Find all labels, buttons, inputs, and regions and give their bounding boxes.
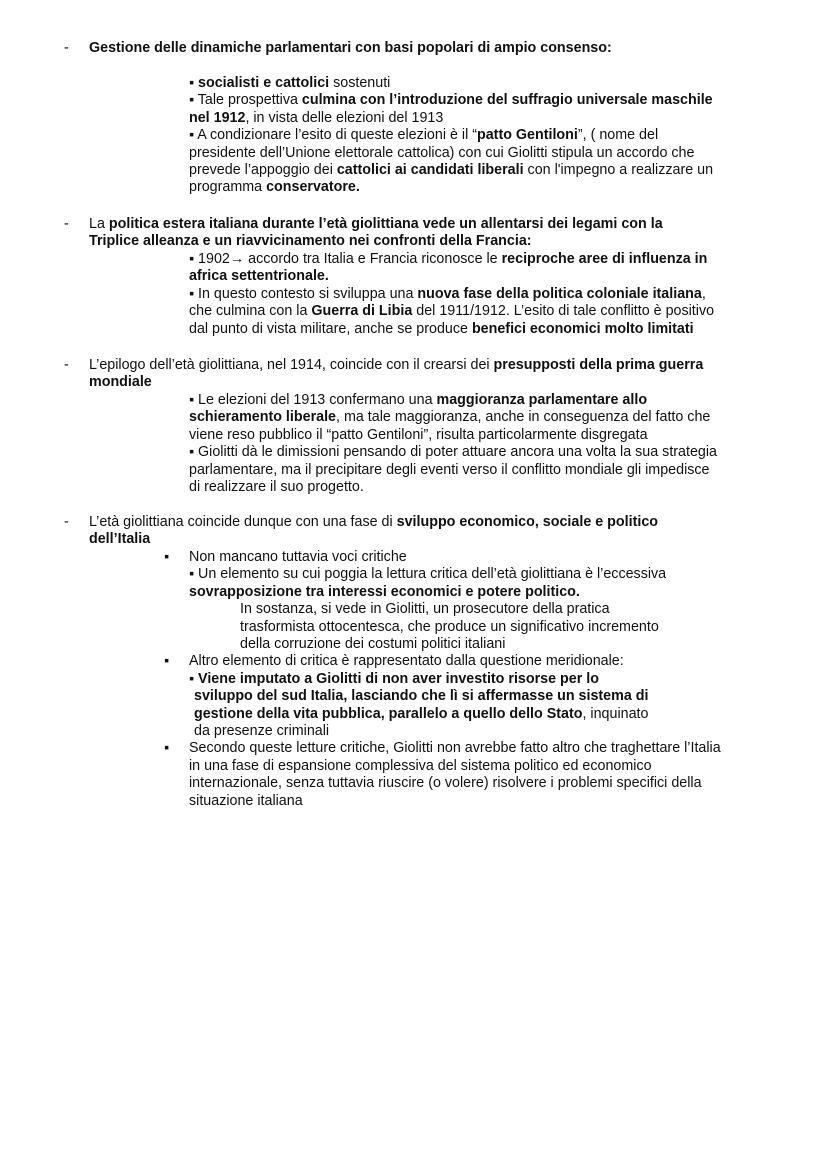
bold-run: benefici economici molto limitati [471,320,694,337]
text-run: L’epilogo dell’età giolittiana, nel 1914, coincide con il crearsi dei [89,357,494,373]
text-run: , ma tale maggioranza, anche in conseguenza del fatto che [336,409,711,426]
text-run: trasformista ottocentesca, che produce un significativo incremento [240,618,659,635]
text-run: con l'impegno a realizzare un [523,162,714,179]
bold-run: africa settentrionale. [189,268,329,285]
text-run: ▪ A condizionare l’esito di queste elezioni è il “ [189,127,477,144]
text-run: ▪ Le elezioni del 1913 confermano una [189,392,437,408]
text-run: ▪ [189,75,199,91]
text-line [189,392,789,409]
text-run: ▪ Tale prospettiva [189,92,302,109]
text-run: dal punto di vista militare, anche se produce [189,320,472,337]
text-run: presidente dell’Unione elettorale cattolica) con cui Giolitti stipula un accordo che [189,144,695,161]
text-line [189,409,789,426]
text-run: Altro elemento di critica è rappresentato dalla questione meridionale: [189,653,624,670]
bold-run: Guerra di Libia [311,303,413,320]
dash-marker: - [64,40,69,56]
bullet-marker: ▪ [164,653,170,669]
text-run: viene reso pubblico il “patto Gentiloni”, risulta particolarmente disgregata [189,426,648,443]
section-body [189,392,789,496]
text-run: da presenze criminali [194,723,330,740]
list-item [189,740,789,757]
bold-run: conservatore. [266,179,360,196]
text-run: ▪ In questo contesto si sviluppa una [189,285,418,302]
text-run: della corruzione dei costumi politici italiani [240,636,506,653]
list-item [189,636,789,653]
text-run: Secondo queste letture critiche, Giolitti non avrebbe fatto altro che traghettare l’Italia [189,740,721,757]
bold-run: politica estera italiana durante l’età giolittiana vede un allentarsi dei legami con la [108,216,663,232]
bold-run: cattolici ai candidati liberali [336,162,524,179]
section-heading [89,357,789,392]
critiche-list [189,549,789,810]
list-item [189,688,789,705]
dash-marker: - [64,514,69,530]
text-line [189,268,789,285]
bold-run: reciproche aree di influenza in [501,251,708,267]
list-item [189,619,789,636]
bold-run: ▪ Viene imputato a Giolitti di non aver investito risorse per lo [189,670,599,687]
bold-run: sviluppo del sud Italia, lasciando che lì si affermasse un sistema di [194,688,649,705]
list-item [189,566,789,583]
bold-run: sviluppo economico, sociale e politico [396,514,658,530]
dash-marker: - [64,357,69,373]
list-item [189,706,789,723]
text-run: ▪ Un elemento su cui poggia la lettura critica dell’età giolittiana è l’eccessiva [189,566,667,583]
section-heading [89,514,789,549]
text-line [189,462,789,479]
text-line [189,444,789,461]
text-line [189,321,789,338]
text-line [189,92,789,109]
text-run: sostenuti [329,75,391,91]
text-run: ▪ 1902→ accordo tra Italia e Francia riconosce le [189,251,502,267]
dash-marker: - [64,216,69,232]
text-run: , in vista delle elezioni del 1913 [245,109,444,126]
text-run: di realizzare il suo progetto. [189,479,364,496]
heading-line [89,233,789,250]
text-line [189,479,789,496]
text-line [189,179,789,196]
text-run: ”, ( nome del [577,127,659,144]
text-line [189,162,789,179]
heading-line [89,374,789,391]
text-run: Non mancano tuttavia voci critiche [189,549,407,565]
list-item [189,601,789,618]
bold-run: nel 1912 [189,109,246,126]
heading-line [89,357,789,374]
bold-run: patto Gentiloni [477,127,578,144]
bold-run: socialisti e cattolici [198,75,330,91]
bullet-marker: ▪ [164,549,170,565]
text-line [189,75,789,92]
text-run: in una fase di espansione complessiva del sistema politico ed economico [189,757,652,774]
text-line [189,110,789,127]
list-item [189,549,789,566]
bold-run: schieramento liberale [189,409,337,426]
text-run: situazione italiana [189,792,303,809]
list-item [189,775,789,792]
heading-line [89,514,789,531]
bold-run: presupposti della prima guerra [493,357,704,373]
bold-run: dell’Italia [89,531,151,548]
text-run: prevede l’appoggio dei [189,162,337,179]
text-line [189,427,789,444]
list-item [189,758,789,775]
text-run: La [89,216,109,232]
text-run: internazionale, senza tuttavia riuscire (o volere) risolvere i problemi specifici della [189,775,702,792]
bold-run: culmina con l’introduzione del suffragio universale maschile [301,92,713,109]
text-line [189,303,789,320]
bold-run: mondiale [89,374,152,391]
text-run: ▪ Giolitti dà le dimissioni pensando di poter attuare ancora una volta la sua strategia [189,444,718,461]
text-line [189,251,789,268]
text-run: L’età giolittiana coincide dunque con una fase di [89,514,397,530]
heading-line [89,216,789,233]
text-line [189,286,789,303]
bold-run: maggioranza parlamentare allo [436,392,648,408]
text-line [189,145,789,162]
section-body [189,251,789,338]
list-item [189,653,789,670]
text-run: del 1911/1912. L’esito di tale conflitto è positivo [412,303,715,320]
text-run: parlamentare, ma il precipitare degli eventi verso il conflitto mondiale gli impedisce [189,461,710,478]
section-body [189,75,789,197]
list-item [189,723,789,740]
bullet-marker: ▪ [164,740,170,756]
heading-line [89,531,789,548]
list-item [189,584,789,601]
bold-run: sovrapposizione tra interessi economici e potere politico. [189,583,580,600]
bold-run: gestione della vita pubblica, parallelo a quello dello Stato [194,705,583,722]
bold-run: Triplice alleanza e un riavvicinamento nei confronti della Francia: [89,233,532,250]
text-run: In sostanza, si vede in Giolitti, un prosecutore della pratica [240,601,610,618]
text-run: che culmina con la [189,303,312,320]
text-run: , [701,285,706,302]
list-item [189,671,789,688]
list-item [189,793,789,810]
section-heading [89,216,789,251]
bold-run: nuova fase della politica coloniale italiana [417,285,702,302]
text-run: , inquinato [582,705,649,722]
text-line [189,127,789,144]
text-run: programma [189,179,267,196]
section-heading: Gestione delle dinamiche parlamentari con basi popolari di ampio consenso: [89,40,612,56]
